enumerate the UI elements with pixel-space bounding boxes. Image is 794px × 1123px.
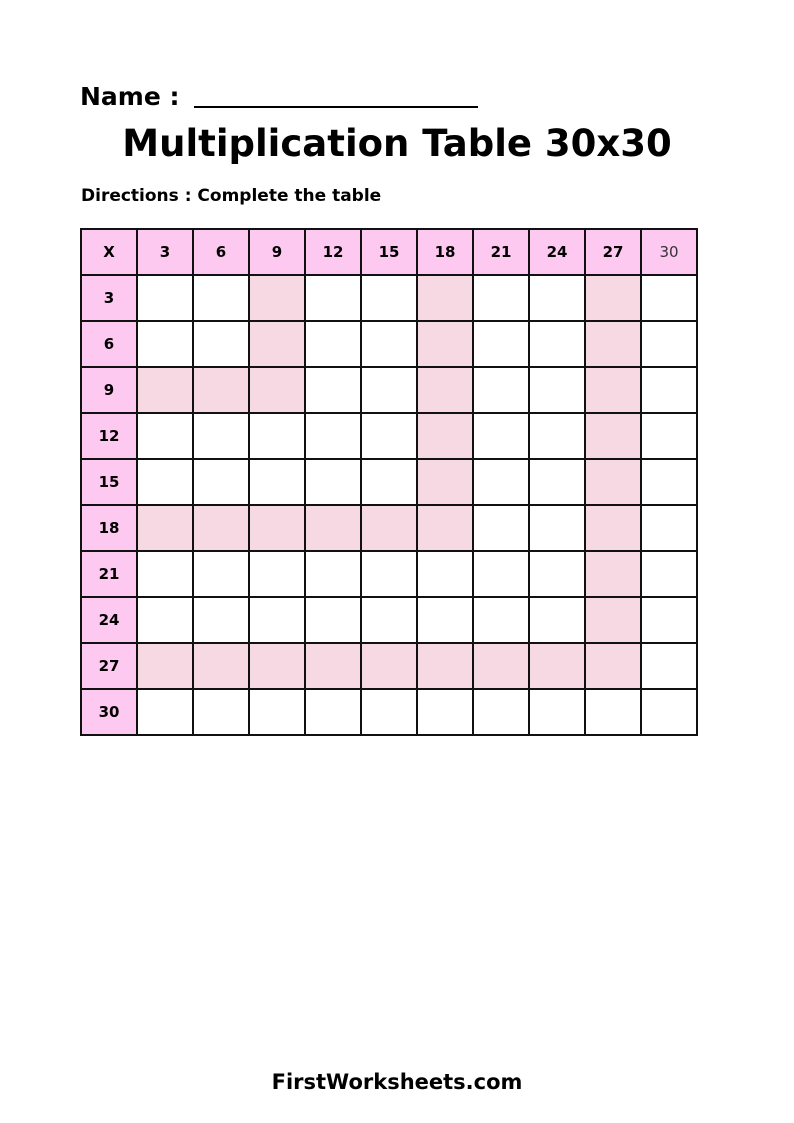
table-row [81, 551, 697, 597]
answer-cell[interactable] [641, 321, 697, 367]
corner-cell: X [81, 229, 137, 275]
header-row [81, 229, 697, 275]
answer-cell[interactable] [137, 413, 193, 459]
table-row [81, 413, 697, 459]
answer-cell[interactable] [305, 551, 361, 597]
answer-cell[interactable] [473, 413, 529, 459]
answer-cell[interactable] [473, 643, 529, 689]
answer-cell[interactable] [585, 321, 641, 367]
answer-cell[interactable] [137, 367, 193, 413]
answer-cell[interactable] [137, 689, 193, 735]
answer-cell[interactable] [417, 689, 473, 735]
column-header: 24 [529, 229, 585, 275]
answer-cell[interactable] [361, 459, 417, 505]
answer-cell[interactable] [585, 689, 641, 735]
answer-cell[interactable] [193, 689, 249, 735]
answer-cell[interactable] [361, 413, 417, 459]
name-label: Name : [80, 82, 180, 111]
answer-cell[interactable] [361, 505, 417, 551]
page-title: Multiplication Table 30x30 [122, 122, 672, 165]
answer-cell[interactable] [473, 597, 529, 643]
answer-cell[interactable] [529, 321, 585, 367]
table-row [81, 597, 697, 643]
answer-cell[interactable] [305, 505, 361, 551]
answer-cell[interactable] [473, 321, 529, 367]
answer-cell[interactable] [529, 551, 585, 597]
answer-cell[interactable] [641, 689, 697, 735]
column-header: 12 [305, 229, 361, 275]
table-row [81, 275, 697, 321]
row-header: 30 [81, 689, 137, 735]
multiplication-table [80, 228, 698, 736]
answer-cell[interactable] [585, 459, 641, 505]
answer-cell[interactable] [529, 413, 585, 459]
answer-cell[interactable] [529, 459, 585, 505]
answer-cell[interactable] [137, 597, 193, 643]
name-row [80, 80, 478, 112]
answer-cell[interactable] [641, 643, 697, 689]
answer-cell[interactable] [529, 275, 585, 321]
answer-cell[interactable] [417, 551, 473, 597]
answer-cell[interactable] [417, 275, 473, 321]
answer-cell[interactable] [473, 551, 529, 597]
table-row [81, 367, 697, 413]
table-row [81, 689, 697, 735]
answer-cell[interactable] [137, 551, 193, 597]
column-header: 3 [137, 229, 193, 275]
answer-cell[interactable] [641, 413, 697, 459]
column-header: 9 [249, 229, 305, 275]
row-header: 15 [81, 459, 137, 505]
answer-cell[interactable] [361, 367, 417, 413]
answer-cell[interactable] [193, 643, 249, 689]
row-header: 18 [81, 505, 137, 551]
footer-site: FirstWorksheets.com [271, 1070, 523, 1094]
table-row [81, 643, 697, 689]
answer-cell[interactable] [249, 275, 305, 321]
answer-cell[interactable] [193, 413, 249, 459]
answer-cell[interactable] [417, 321, 473, 367]
answer-cell[interactable] [529, 643, 585, 689]
answer-cell[interactable] [137, 505, 193, 551]
answer-cell[interactable] [249, 367, 305, 413]
answer-cell[interactable] [585, 367, 641, 413]
answer-cell[interactable] [585, 597, 641, 643]
column-header: 21 [473, 229, 529, 275]
answer-cell[interactable] [305, 643, 361, 689]
answer-cell[interactable] [137, 643, 193, 689]
column-header: 18 [417, 229, 473, 275]
row-header: 9 [81, 367, 137, 413]
column-header: 6 [193, 229, 249, 275]
answer-cell[interactable] [417, 367, 473, 413]
answer-cell[interactable] [249, 321, 305, 367]
answer-cell[interactable] [305, 275, 361, 321]
row-header: 6 [81, 321, 137, 367]
answer-cell[interactable] [193, 275, 249, 321]
answer-cell[interactable] [249, 689, 305, 735]
answer-cell[interactable] [249, 597, 305, 643]
answer-cell[interactable] [417, 459, 473, 505]
answer-cell[interactable] [473, 275, 529, 321]
answer-cell[interactable] [529, 597, 585, 643]
row-header: 27 [81, 643, 137, 689]
answer-cell[interactable] [585, 551, 641, 597]
answer-cell[interactable] [641, 505, 697, 551]
answer-cell[interactable] [193, 597, 249, 643]
answer-cell[interactable] [473, 459, 529, 505]
answer-cell[interactable] [249, 505, 305, 551]
answer-cell[interactable] [585, 643, 641, 689]
answer-cell[interactable] [305, 689, 361, 735]
answer-cell[interactable] [641, 459, 697, 505]
column-header: 15 [361, 229, 417, 275]
answer-cell[interactable] [585, 413, 641, 459]
answer-cell[interactable] [529, 689, 585, 735]
row-header: 3 [81, 275, 137, 321]
answer-cell[interactable] [305, 459, 361, 505]
row-header: 21 [81, 551, 137, 597]
answer-cell[interactable] [585, 275, 641, 321]
answer-cell[interactable] [641, 597, 697, 643]
answer-cell[interactable] [473, 505, 529, 551]
answer-cell[interactable] [361, 597, 417, 643]
answer-cell[interactable] [529, 505, 585, 551]
table-row [81, 321, 697, 367]
answer-cell[interactable] [193, 459, 249, 505]
answer-cell[interactable] [361, 321, 417, 367]
answer-cell[interactable] [193, 551, 249, 597]
answer-cell[interactable] [361, 275, 417, 321]
answer-cell[interactable] [193, 505, 249, 551]
column-header: 30 [641, 229, 697, 275]
answer-cell[interactable] [361, 643, 417, 689]
answer-cell[interactable] [137, 275, 193, 321]
answer-cell[interactable] [417, 643, 473, 689]
answer-cell[interactable] [417, 505, 473, 551]
row-header: 24 [81, 597, 137, 643]
answer-cell[interactable] [305, 367, 361, 413]
answer-cell[interactable] [417, 597, 473, 643]
answer-cell[interactable] [641, 275, 697, 321]
answer-cell[interactable] [137, 321, 193, 367]
answer-cell[interactable] [193, 367, 249, 413]
answer-cell[interactable] [361, 551, 417, 597]
table-row [81, 459, 697, 505]
name-input-line[interactable] [194, 84, 478, 108]
answer-cell[interactable] [305, 321, 361, 367]
answer-cell[interactable] [641, 551, 697, 597]
answer-cell[interactable] [305, 597, 361, 643]
answer-cell[interactable] [193, 321, 249, 367]
answer-cell[interactable] [417, 413, 473, 459]
directions-text: Directions : Complete the table [81, 186, 382, 206]
answer-cell[interactable] [361, 689, 417, 735]
answer-cell[interactable] [641, 367, 697, 413]
row-header: 12 [81, 413, 137, 459]
answer-cell[interactable] [473, 689, 529, 735]
answer-cell[interactable] [473, 367, 529, 413]
answer-cell[interactable] [585, 505, 641, 551]
answer-cell[interactable] [249, 643, 305, 689]
answer-cell[interactable] [305, 413, 361, 459]
answer-cell[interactable] [249, 413, 305, 459]
table-row [81, 505, 697, 551]
answer-cell[interactable] [249, 551, 305, 597]
answer-cell[interactable] [529, 367, 585, 413]
answer-cell[interactable] [249, 459, 305, 505]
column-header: 27 [585, 229, 641, 275]
answer-cell[interactable] [137, 459, 193, 505]
